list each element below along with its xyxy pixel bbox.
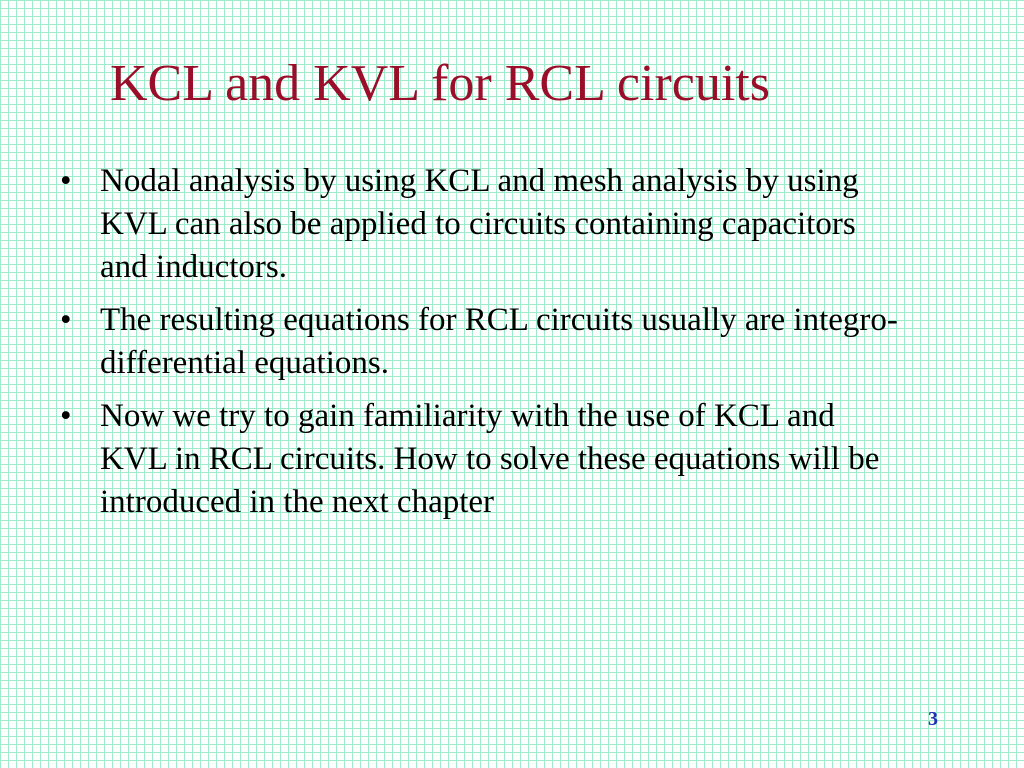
bullet-list <box>60 160 900 534</box>
bullet-item-resulting-equations <box>60 299 900 385</box>
bullet-icon: • <box>60 163 72 199</box>
bullet-text: Now we try to gain familiarity with the use of KCL and KVL in RCL circuits. How to solve these equations will be introduced in the next chapter <box>100 398 880 520</box>
bullet-item-nodal-analysis <box>60 160 900 289</box>
bullet-text: Nodal analysis by using KCL and mesh analysis by using KVL can also be applied to circuits containing capacitors and inductors. <box>100 163 859 285</box>
page-number: 3 <box>928 708 938 730</box>
bullet-icon: • <box>60 302 72 338</box>
slide-title: KCL and KVL for RCL circuits <box>110 55 770 112</box>
bullet-item-familiarity <box>60 395 900 524</box>
bullet-icon: • <box>60 398 72 434</box>
bullet-text: The resulting equations for RCL circuits usually are integro-differential equations. <box>100 302 898 381</box>
